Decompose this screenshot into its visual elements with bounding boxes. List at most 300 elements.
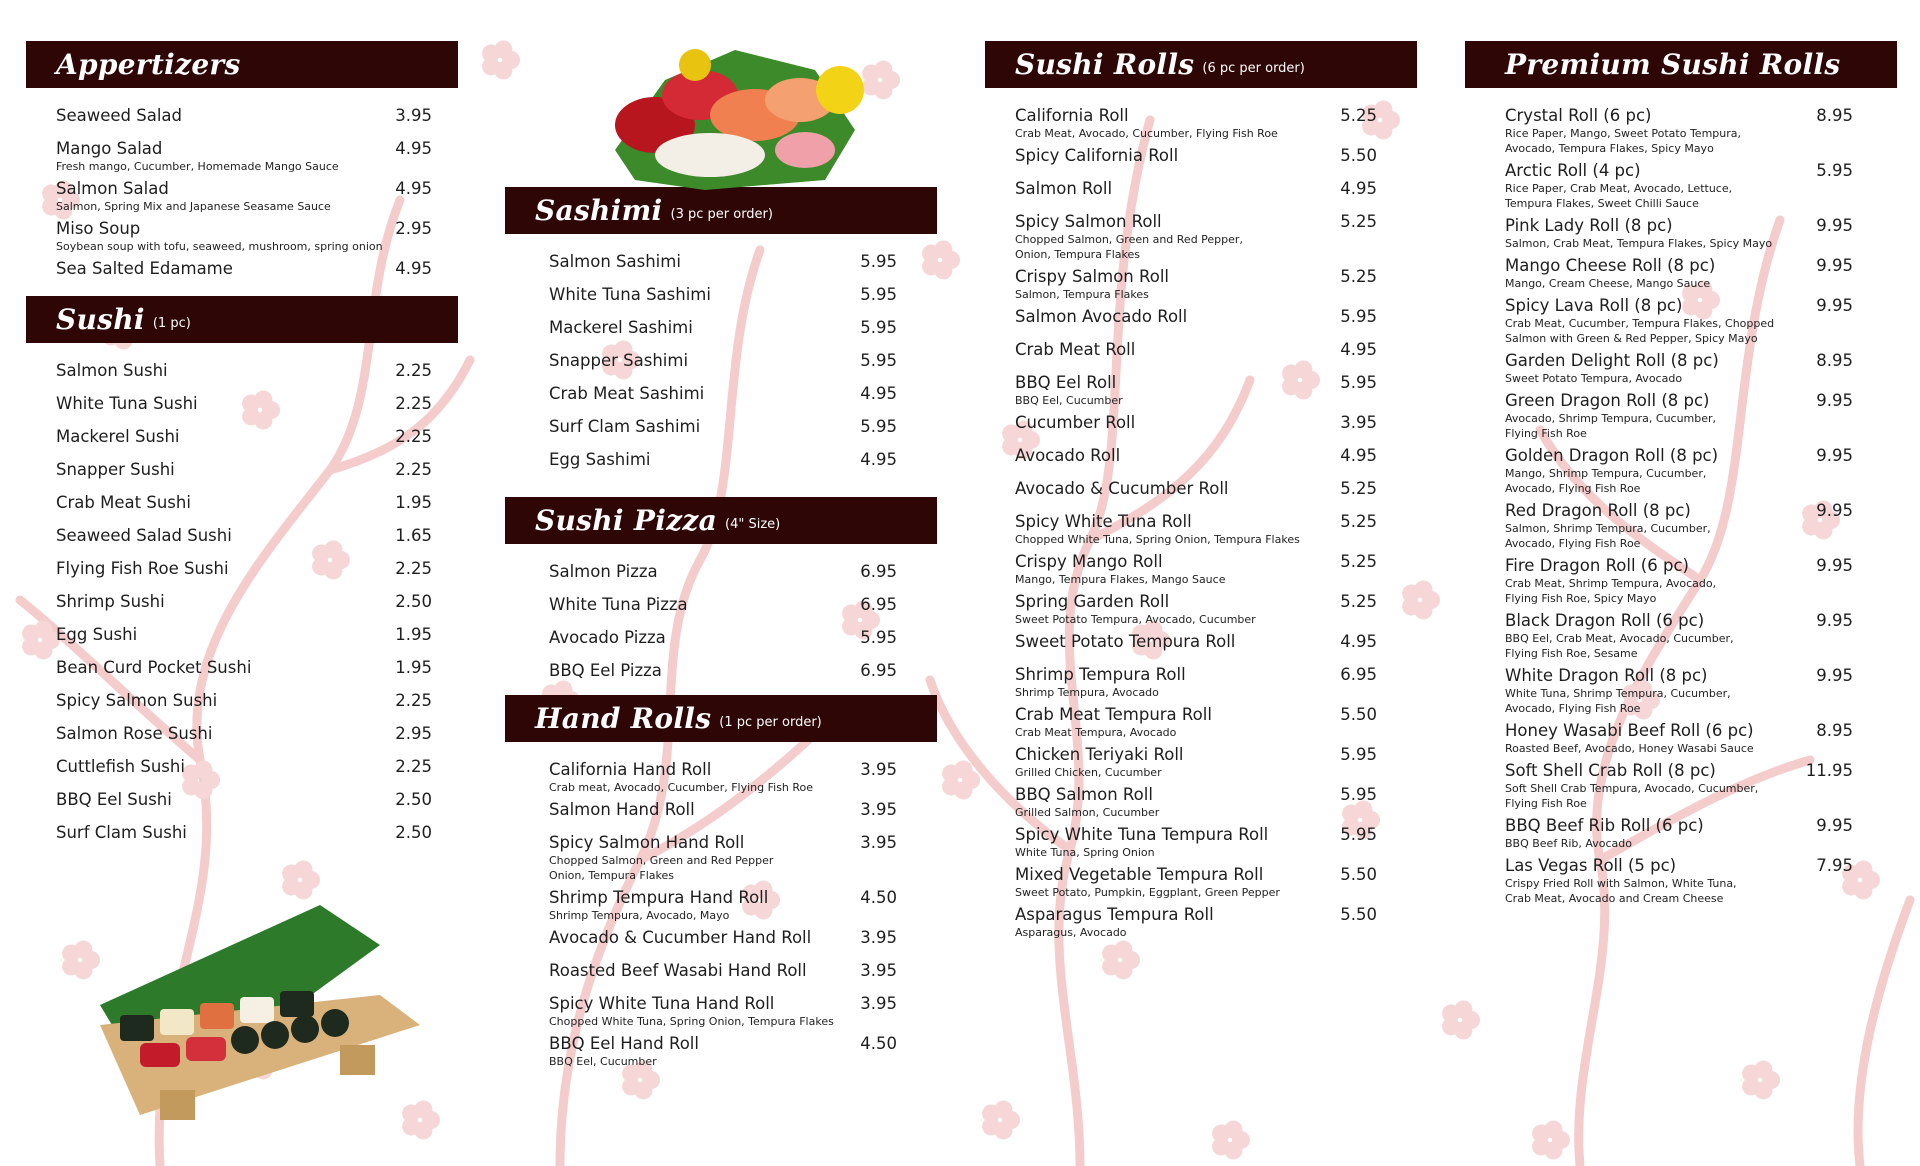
item-price: 3.95 <box>395 106 432 125</box>
item-description: Crispy Fried Roll with Salmon, White Tuna, Crab Meat, Avocado and Cream Cheese <box>1505 877 1737 905</box>
menu-item <box>26 106 458 126</box>
menu-item <box>985 446 1417 466</box>
menu-item <box>985 307 1417 327</box>
item-price: 3.95 <box>860 961 897 980</box>
menu-item <box>1465 611 1897 661</box>
menu-item <box>505 800 937 820</box>
item-description: Crab Meat, Avocado, Cucumber, Flying Fish Roe <box>1015 127 1278 140</box>
menu-item <box>505 318 937 338</box>
item-name: Spicy White Tuna Tempura Roll <box>1015 825 1269 844</box>
item-name: Seaweed Salad Sushi <box>56 526 232 545</box>
item-price: 2.50 <box>395 823 432 842</box>
item-name: White Tuna Sashimi <box>549 285 711 304</box>
item-price: 2.25 <box>395 361 432 380</box>
menu-list-rolls <box>985 88 1417 940</box>
menu-item <box>505 888 937 923</box>
menu-item <box>1465 446 1897 496</box>
menu-item <box>26 460 458 480</box>
item-price: 5.95 <box>1816 161 1853 180</box>
item-name: Crab Meat Tempura Roll <box>1015 705 1212 724</box>
item-name: Shrimp Sushi <box>56 592 165 611</box>
menu-item <box>985 413 1417 433</box>
item-price: 9.95 <box>1816 556 1853 575</box>
item-name: Asparagus Tempura Roll <box>1015 905 1214 924</box>
item-price: 5.95 <box>860 252 897 271</box>
menu-item <box>1465 216 1897 251</box>
menu-item <box>26 394 458 414</box>
item-name: Honey Wasabi Beef Roll (6 pc) <box>1505 721 1754 740</box>
menu-item <box>985 592 1417 627</box>
item-name: California Hand Roll <box>549 760 712 779</box>
item-description: Rice Paper, Crab Meat, Avocado, Lettuce, Tempura Flakes, Sweet Chilli Sauce <box>1505 182 1733 210</box>
menu-item <box>26 757 458 777</box>
section-title: Hand Rolls <box>535 702 712 735</box>
item-price: 4.95 <box>395 259 432 278</box>
item-description: Rice Paper, Mango, Sweet Potato Tempura, Avocado, Tempura Flakes, Spicy Mayo <box>1505 127 1742 155</box>
item-name: White Dragon Roll (8 pc) <box>1505 666 1708 685</box>
item-price: 2.25 <box>395 394 432 413</box>
menu-item <box>985 552 1417 587</box>
item-description: White Tuna, Shrimp Tempura, Cucumber, Avocado, Flying Fish Roe <box>1505 687 1731 715</box>
menu-item <box>505 628 937 648</box>
item-price: 3.95 <box>860 928 897 947</box>
section-title: Sushi Pizza <box>535 504 718 537</box>
item-price: 5.95 <box>860 628 897 647</box>
item-name: Crispy Mango Roll <box>1015 552 1163 571</box>
item-price: 1.65 <box>395 526 432 545</box>
item-price: 2.25 <box>395 427 432 446</box>
item-price: 4.95 <box>1340 179 1377 198</box>
item-name: Bean Curd Pocket Sushi <box>56 658 252 677</box>
item-name: White Tuna Sushi <box>56 394 198 413</box>
item-name: Mango Cheese Roll (8 pc) <box>1505 256 1716 275</box>
item-price: 5.95 <box>860 318 897 337</box>
item-price: 6.95 <box>860 595 897 614</box>
item-description: Mango, Cream Cheese, Mango Sauce <box>1505 277 1711 290</box>
item-description: BBQ Beef Rib, Avocado <box>1505 837 1632 850</box>
menu-item <box>26 427 458 447</box>
column-4 <box>1465 41 1897 911</box>
item-price: 2.50 <box>395 592 432 611</box>
menu-item <box>1465 761 1897 811</box>
menu-item <box>985 785 1417 820</box>
item-price: 9.95 <box>1816 666 1853 685</box>
sushi-board-image <box>80 905 420 1125</box>
item-name: BBQ Eel Roll <box>1015 373 1117 392</box>
item-name: Mackerel Sushi <box>56 427 180 446</box>
item-price: 2.25 <box>395 691 432 710</box>
item-name: Pink Lady Roll (8 pc) <box>1505 216 1673 235</box>
item-price: 5.25 <box>1340 267 1377 286</box>
item-price: 6.95 <box>860 661 897 680</box>
menu-item <box>985 373 1417 408</box>
item-price: 2.25 <box>395 460 432 479</box>
item-price: 5.95 <box>860 351 897 370</box>
item-price: 1.95 <box>395 625 432 644</box>
item-price: 4.95 <box>395 139 432 158</box>
menu-item <box>985 479 1417 499</box>
item-description: BBQ Eel, Crab Meat, Avocado, Cucumber, Flying Fish Roe, Sesame <box>1505 632 1734 660</box>
item-name: Chicken Teriyaki Roll <box>1015 745 1184 764</box>
menu-item <box>985 340 1417 360</box>
item-price: 6.95 <box>1340 665 1377 684</box>
menu-item <box>1465 256 1897 291</box>
item-price: 4.95 <box>1340 632 1377 651</box>
menu-item <box>985 905 1417 940</box>
section-subtitle: (4" Size) <box>725 517 781 532</box>
menu-item <box>985 825 1417 860</box>
item-price: 5.95 <box>1340 745 1377 764</box>
item-price: 8.95 <box>1816 721 1853 740</box>
menu-item <box>985 632 1417 652</box>
sashimi-platter-image <box>585 20 875 190</box>
section-title: Sashimi <box>535 194 663 227</box>
menu-item <box>26 493 458 513</box>
item-description: Mango, Tempura Flakes, Mango Sauce <box>1015 573 1226 586</box>
item-price: 4.50 <box>860 888 897 907</box>
item-name: Cuttlefish Sushi <box>56 757 185 776</box>
item-name: Salmon Rose Sushi <box>56 724 213 743</box>
item-description: Chopped White Tuna, Spring Onion, Tempura Flakes <box>549 1015 834 1028</box>
item-price: 9.95 <box>1816 296 1853 315</box>
menu-item <box>985 146 1417 166</box>
section-header-pizza <box>505 497 937 544</box>
menu-item <box>505 384 937 404</box>
menu-item <box>985 665 1417 700</box>
menu-item <box>26 724 458 744</box>
menu-item <box>1465 501 1897 551</box>
menu-item <box>1465 161 1897 211</box>
menu-item <box>985 106 1417 141</box>
menu-item <box>505 994 937 1029</box>
item-name: Crystal Roll (6 pc) <box>1505 106 1652 125</box>
item-description: Grilled Salmon, Cucumber <box>1015 806 1160 819</box>
section-header-sashimi <box>505 187 937 234</box>
item-price: 5.95 <box>1340 307 1377 326</box>
item-name: Cucumber Roll <box>1015 413 1136 432</box>
menu-item <box>505 595 937 615</box>
column-3 <box>985 41 1417 945</box>
item-name: White Tuna Pizza <box>549 595 688 614</box>
item-name: Avocado Roll <box>1015 446 1121 465</box>
item-name: Avocado & Cucumber Roll <box>1015 479 1229 498</box>
menu-item <box>26 592 458 612</box>
item-name: Salmon Salad <box>56 179 169 198</box>
item-description: Soft Shell Crab Tempura, Avocado, Cucumber, Flying Fish Roe <box>1505 782 1759 810</box>
menu-item <box>985 865 1417 900</box>
menu-item <box>505 285 937 305</box>
item-price: 5.50 <box>1340 705 1377 724</box>
item-name: Las Vegas Roll (5 pc) <box>1505 856 1677 875</box>
item-name: Crab Meat Roll <box>1015 340 1136 359</box>
item-description: Roasted Beef, Avocado, Honey Wasabi Sauce <box>1505 742 1754 755</box>
menu-item <box>985 179 1417 199</box>
item-name: Spicy Salmon Sushi <box>56 691 218 710</box>
menu-list-handrolls <box>505 742 937 1069</box>
item-description: BBQ Eel, Cucumber <box>549 1055 657 1068</box>
item-name: Shrimp Tempura Hand Roll <box>549 888 769 907</box>
item-name: Salmon Avocado Roll <box>1015 307 1188 326</box>
menu-item <box>1465 106 1897 156</box>
item-name: Green Dragon Roll (8 pc) <box>1505 391 1710 410</box>
item-name: Spicy Salmon Roll <box>1015 212 1162 231</box>
menu-item <box>1465 721 1897 756</box>
menu-item <box>505 252 937 272</box>
item-price: 4.95 <box>860 384 897 403</box>
item-price: 5.25 <box>1340 592 1377 611</box>
section-title: Sushi <box>56 303 145 336</box>
item-name: Shrimp Tempura Roll <box>1015 665 1186 684</box>
item-price: 11.95 <box>1805 761 1853 780</box>
item-name: Golden Dragon Roll (8 pc) <box>1505 446 1719 465</box>
item-name: Roasted Beef Wasabi Hand Roll <box>549 961 807 980</box>
item-name: BBQ Eel Sushi <box>56 790 172 809</box>
item-name: Garden Delight Roll (8 pc) <box>1505 351 1719 370</box>
item-name: Snapper Sashimi <box>549 351 689 370</box>
menu-item <box>505 562 937 582</box>
item-description: Sweet Potato Tempura, Avocado <box>1505 372 1683 385</box>
section-subtitle: (3 pc per order) <box>670 207 773 222</box>
section-subtitle: (1 pc per order) <box>719 715 822 730</box>
item-price: 5.25 <box>1340 212 1377 231</box>
section-subtitle: (1 pc) <box>152 316 191 331</box>
item-price: 5.95 <box>860 417 897 436</box>
item-description: Asparagus, Avocado <box>1015 926 1127 939</box>
item-name: California Roll <box>1015 106 1129 125</box>
item-description: Chopped Salmon, Green and Red Pepper, Onion, Tempura Flakes <box>1015 233 1243 261</box>
menu-item <box>26 139 458 174</box>
item-description: Salmon, Tempura Flakes <box>1015 288 1149 301</box>
menu-item <box>26 823 458 843</box>
section-header-sushi <box>26 296 458 343</box>
item-name: BBQ Beef Rib Roll (6 pc) <box>1505 816 1704 835</box>
menu-list-appetizers <box>26 88 458 279</box>
item-price: 2.95 <box>395 724 432 743</box>
menu-list-premium <box>1465 88 1897 906</box>
item-price: 2.25 <box>395 757 432 776</box>
menu-item <box>505 1034 937 1069</box>
column-2 <box>505 187 937 1074</box>
item-name: Salmon Hand Roll <box>549 800 695 819</box>
item-price: 9.95 <box>1816 501 1853 520</box>
menu-item <box>505 417 937 437</box>
item-price: 5.50 <box>1340 865 1377 884</box>
menu-item <box>26 219 458 254</box>
item-description: Salmon, Spring Mix and Japanese Seasame Sauce <box>56 200 331 213</box>
item-name: Salmon Sashimi <box>549 252 681 271</box>
item-description: Mango, Shrimp Tempura, Cucumber, Avocado, Flying Fish Roe <box>1505 467 1707 495</box>
item-price: 9.95 <box>1816 446 1853 465</box>
item-price: 4.95 <box>1340 340 1377 359</box>
menu-list-sushi <box>26 343 458 843</box>
item-name: Fire Dragon Roll (6 pc) <box>1505 556 1689 575</box>
menu-item <box>985 212 1417 262</box>
item-price: 2.95 <box>395 219 432 238</box>
menu-item <box>1465 856 1897 906</box>
menu-item <box>505 833 937 883</box>
item-name: Salmon Roll <box>1015 179 1113 198</box>
item-description: Sweet Potato Tempura, Avocado, Cucumber <box>1015 613 1256 626</box>
menu-item <box>985 705 1417 740</box>
item-description: Soybean soup with tofu, seaweed, mushroom, spring onion <box>56 240 383 253</box>
section-header-premium <box>1465 41 1897 88</box>
item-price: 3.95 <box>860 994 897 1013</box>
item-name: Spicy Lava Roll (8 pc) <box>1505 296 1683 315</box>
item-name: Spring Garden Roll <box>1015 592 1170 611</box>
menu-item <box>1465 816 1897 851</box>
item-name: Arctic Roll (4 pc) <box>1505 161 1641 180</box>
item-name: Surf Clam Sushi <box>56 823 187 842</box>
item-price: 2.25 <box>395 559 432 578</box>
item-name: Spicy California Roll <box>1015 146 1179 165</box>
item-description: Chopped White Tuna, Spring Onion, Tempura Flakes <box>1015 533 1300 546</box>
item-price: 4.95 <box>860 450 897 469</box>
menu-item <box>26 658 458 678</box>
menu-item <box>1465 666 1897 716</box>
item-price: 7.95 <box>1816 856 1853 875</box>
menu-item <box>985 512 1417 547</box>
item-description: Salmon, Crab Meat, Tempura Flakes, Spicy Mayo <box>1505 237 1773 250</box>
menu-item <box>26 179 458 214</box>
item-price: 3.95 <box>860 833 897 852</box>
item-name: Black Dragon Roll (6 pc) <box>1505 611 1705 630</box>
item-price: 5.50 <box>1340 146 1377 165</box>
section-header-rolls <box>985 41 1417 88</box>
menu-item <box>1465 296 1897 346</box>
menu-item <box>26 625 458 645</box>
item-name: Salmon Pizza <box>549 562 658 581</box>
menu-item <box>26 259 458 279</box>
item-name: Salmon Sushi <box>56 361 168 380</box>
item-name: Crab Meat Sashimi <box>549 384 705 403</box>
item-description: Sweet Potato, Pumpkin, Eggplant, Green Pepper <box>1015 886 1280 899</box>
item-name: Snapper Sushi <box>56 460 175 479</box>
item-name: Seaweed Salad <box>56 106 183 125</box>
section-title: Appertizers <box>56 48 241 81</box>
column-1 <box>26 41 458 856</box>
item-description: BBQ Eel, Cucumber <box>1015 394 1123 407</box>
item-description: Crab Meat, Shrimp Tempura, Avocado, Flying Fish Roe, Spicy Mayo <box>1505 577 1717 605</box>
item-name: Red Dragon Roll (8 pc) <box>1505 501 1691 520</box>
item-name: Spicy Salmon Hand Roll <box>549 833 745 852</box>
item-name: Mixed Vegetable Tempura Roll <box>1015 865 1264 884</box>
menu-item <box>505 760 937 795</box>
item-price: 4.95 <box>395 179 432 198</box>
item-name: Sweet Potato Tempura Roll <box>1015 632 1236 651</box>
item-name: Spicy White Tuna Roll <box>1015 512 1192 531</box>
item-name: BBQ Eel Hand Roll <box>549 1034 699 1053</box>
menu-item <box>505 661 937 681</box>
menu-list-pizza <box>505 544 937 681</box>
item-price: 5.50 <box>1340 905 1377 924</box>
item-price: 2.50 <box>395 790 432 809</box>
item-description: Shrimp Tempura, Avocado <box>1015 686 1159 699</box>
item-price: 8.95 <box>1816 351 1853 370</box>
item-description: Avocado, Shrimp Tempura, Cucumber, Flying Fish Roe <box>1505 412 1717 440</box>
item-price: 3.95 <box>1340 413 1377 432</box>
item-description: Shrimp Tempura, Avocado, Mayo <box>549 909 730 922</box>
item-name: Egg Sashimi <box>549 450 651 469</box>
menu-item <box>505 928 937 948</box>
item-description: Grilled Chicken, Cucumber <box>1015 766 1162 779</box>
item-name: Avocado Pizza <box>549 628 666 647</box>
item-name: Flying Fish Roe Sushi <box>56 559 229 578</box>
menu-item <box>505 351 937 371</box>
item-description: Crab meat, Avocado, Cucumber, Flying Fish Roe <box>549 781 814 794</box>
item-name: Sea Salted Edamame <box>56 259 233 278</box>
item-name: Mango Salad <box>56 139 163 158</box>
section-header-appetizers <box>26 41 458 88</box>
menu-item <box>26 790 458 810</box>
section-header-handrolls <box>505 695 937 742</box>
item-price: 8.95 <box>1816 106 1853 125</box>
item-price: 5.25 <box>1340 512 1377 531</box>
menu-list-sashimi <box>505 234 937 485</box>
item-price: 4.50 <box>860 1034 897 1053</box>
section-subtitle: (6 pc per order) <box>1202 61 1305 76</box>
item-name: Egg Sushi <box>56 625 138 644</box>
item-price: 9.95 <box>1816 816 1853 835</box>
item-name: Soft Shell Crab Roll (8 pc) <box>1505 761 1716 780</box>
item-price: 5.25 <box>1340 106 1377 125</box>
menu-item <box>26 559 458 579</box>
item-name: BBQ Eel Pizza <box>549 661 662 680</box>
item-name: Surf Clam Sashimi <box>549 417 701 436</box>
item-price: 5.95 <box>860 285 897 304</box>
item-price: 5.25 <box>1340 479 1377 498</box>
item-price: 9.95 <box>1816 256 1853 275</box>
item-price: 9.95 <box>1816 391 1853 410</box>
item-price: 5.25 <box>1340 552 1377 571</box>
menu-item <box>1465 351 1897 386</box>
menu-item <box>505 450 937 470</box>
item-price: 3.95 <box>860 760 897 779</box>
item-description: Fresh mango, Cucumber, Homemade Mango Sauce <box>56 160 339 173</box>
item-price: 5.95 <box>1340 785 1377 804</box>
item-name: Spicy White Tuna Hand Roll <box>549 994 775 1013</box>
item-price: 3.95 <box>860 800 897 819</box>
item-description: Chopped Salmon, Green and Red Pepper Onion, Tempura Flakes <box>549 854 774 882</box>
item-description: White Tuna, Spring Onion <box>1015 846 1155 859</box>
menu-item <box>26 526 458 546</box>
item-price: 9.95 <box>1816 216 1853 235</box>
menu-item <box>26 361 458 381</box>
menu-item <box>1465 556 1897 606</box>
item-description: Crab Meat Tempura, Avocado <box>1015 726 1177 739</box>
item-description: Salmon, Shrimp Tempura, Cucumber, Avocado, Flying Fish Roe <box>1505 522 1711 550</box>
menu-item <box>985 745 1417 780</box>
item-name: BBQ Salmon Roll <box>1015 785 1153 804</box>
item-name: Avocado & Cucumber Hand Roll <box>549 928 812 947</box>
item-price: 4.95 <box>1340 446 1377 465</box>
section-title: Sushi Rolls <box>1015 48 1195 81</box>
item-name: Mackerel Sashimi <box>549 318 693 337</box>
menu-item <box>1465 391 1897 441</box>
section-title: Premium Sushi Rolls <box>1505 48 1841 81</box>
item-name: Crab Meat Sushi <box>56 493 191 512</box>
menu-item <box>985 267 1417 302</box>
item-price: 1.95 <box>395 493 432 512</box>
item-name: Crispy Salmon Roll <box>1015 267 1169 286</box>
item-price: 5.95 <box>1340 373 1377 392</box>
item-description: Crab Meat, Cucumber, Tempura Flakes, Chopped Salmon with Green & Red Pepper, Spicy Mayo <box>1505 317 1775 345</box>
item-price: 1.95 <box>395 658 432 677</box>
item-price: 9.95 <box>1816 611 1853 630</box>
item-price: 5.95 <box>1340 825 1377 844</box>
item-name: Miso Soup <box>56 219 141 238</box>
item-price: 6.95 <box>860 562 897 581</box>
menu-item <box>26 691 458 711</box>
